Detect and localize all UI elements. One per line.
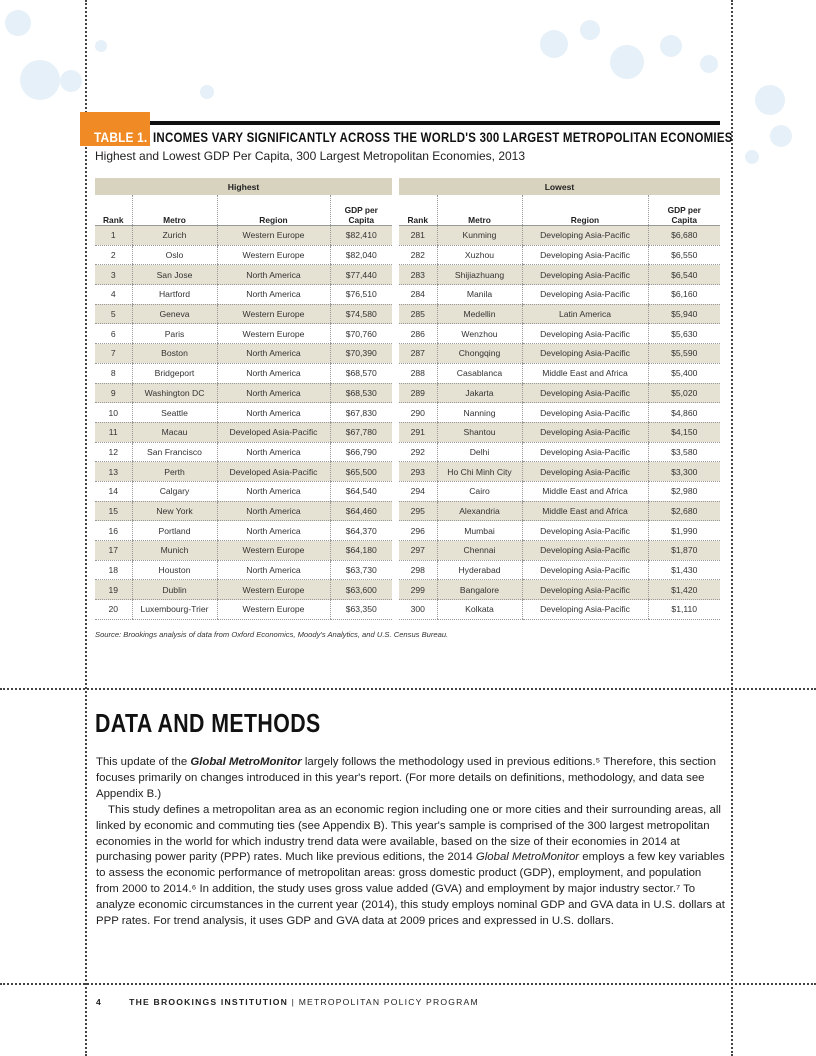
cell-metro: Kunming	[437, 226, 522, 246]
table-row	[95, 501, 392, 521]
table-source: Source: Brookings analysis of data from Oxford Economics, Moody's Analytics, and U.S. Census Bureau.	[95, 630, 449, 639]
cell-metro: Mumbai	[437, 521, 522, 541]
cell-region: Developing Asia-Pacific	[522, 462, 648, 482]
cell-gdp: $67,830	[330, 403, 392, 423]
cell-rank: 285	[399, 304, 437, 324]
cell-rank: 287	[399, 344, 437, 364]
cell-rank: 18	[95, 560, 132, 580]
cell-rank: 286	[399, 324, 437, 344]
cell-rank: 291	[399, 422, 437, 442]
cell-rank: 300	[399, 600, 437, 620]
table-row	[95, 304, 392, 324]
cell-rank: 10	[95, 403, 132, 423]
cell-metro: Shantou	[437, 422, 522, 442]
cell-region: Developing Asia-Pacific	[522, 442, 648, 462]
cell-region: Middle East and Africa	[522, 481, 648, 501]
table-row	[399, 363, 720, 383]
table-label: TABLE 1.	[94, 129, 148, 145]
cell-gdp: $67,780	[330, 422, 392, 442]
cell-region: Developing Asia-Pacific	[522, 265, 648, 285]
section-body	[96, 755, 726, 930]
section-heading: DATA AND METHODS	[95, 708, 321, 738]
highest-table	[95, 178, 392, 620]
cell-gdp: $4,150	[648, 422, 720, 442]
table-row	[399, 541, 720, 561]
cell-gdp: $6,160	[648, 285, 720, 305]
col-rank: Rank	[399, 195, 437, 226]
cell-gdp: $65,500	[330, 462, 392, 482]
table-row	[95, 541, 392, 561]
cell-region: Developing Asia-Pacific	[522, 245, 648, 265]
col-metro: Metro	[437, 195, 522, 226]
cell-metro: Ho Chi Minh City	[437, 462, 522, 482]
cell-rank: 17	[95, 541, 132, 561]
cell-metro: Kolkata	[437, 600, 522, 620]
cell-gdp: $63,600	[330, 580, 392, 600]
cell-region: Developing Asia-Pacific	[522, 324, 648, 344]
cell-gdp: $68,530	[330, 383, 392, 403]
table-row	[95, 560, 392, 580]
table-row	[399, 442, 720, 462]
cell-metro: Wenzhou	[437, 324, 522, 344]
cell-region: North America	[217, 383, 330, 403]
cell-gdp: $4,860	[648, 403, 720, 423]
cell-region: Developing Asia-Pacific	[522, 422, 648, 442]
cell-rank: 2	[95, 245, 132, 265]
table-row	[95, 265, 392, 285]
cell-metro: New York	[132, 501, 217, 521]
cell-metro: Hyderabad	[437, 560, 522, 580]
cell-gdp: $3,300	[648, 462, 720, 482]
cell-metro: Hartford	[132, 285, 217, 305]
cell-gdp: $64,180	[330, 541, 392, 561]
table-title: INCOMES VARY SIGNIFICANTLY ACROSS THE WORLD'S 300 LARGEST METROPOLITAN ECONOMIES	[153, 129, 733, 145]
table-row	[399, 580, 720, 600]
cell-region: Western Europe	[217, 304, 330, 324]
cell-gdp: $68,570	[330, 363, 392, 383]
cell-gdp: $1,430	[648, 560, 720, 580]
cell-rank: 283	[399, 265, 437, 285]
cell-metro: Macau	[132, 422, 217, 442]
paragraph-2: This study defines a metropolitan area as an economic region including one or more cities and their surrounding areas, all linked by economic and commuting ties (see Appendix B). This year's sample is comprised of the 300 largest metropolitan economies in the world for which industry trend data were available, based on the size of their economies in 2014 at purchasing power parity (PPP) rates. Much like previous editions, the 2014 Global MetroMonitor employs a few key variables to assess the economic performance of metropolitan areas: gross domestic product (GDP), employment, and population from 2000 to 2014.⁶ In addition, the study uses gross value added (GVA) and employment by major industry sector.⁷ To analyze economic circumstances in the current year (2014), this study employs nominal GDP and GVA data in U.S. dollars at PPP rates. For trend analysis, it uses GDP and GVA data at 2009 prices and expressed in U.S. dollars.	[96, 803, 725, 928]
cell-gdp: $5,940	[648, 304, 720, 324]
cell-rank: 13	[95, 462, 132, 482]
table-row	[399, 521, 720, 541]
cell-region: Western Europe	[217, 580, 330, 600]
cell-rank: 289	[399, 383, 437, 403]
table-row	[95, 363, 392, 383]
cell-gdp: $66,790	[330, 442, 392, 462]
title-rule	[150, 121, 720, 125]
table-row	[95, 521, 392, 541]
cell-region: Western Europe	[217, 245, 330, 265]
cell-metro: Luxembourg-Trier	[132, 600, 217, 620]
table-row	[95, 324, 392, 344]
cell-region: Developing Asia-Pacific	[522, 580, 648, 600]
table-row	[95, 442, 392, 462]
cell-region: Latin America	[522, 304, 648, 324]
cell-metro: Casablanca	[437, 363, 522, 383]
col-region: Region	[522, 195, 648, 226]
table-row	[95, 481, 392, 501]
cell-region: North America	[217, 363, 330, 383]
table-row	[399, 501, 720, 521]
section-divider-top	[0, 688, 816, 690]
cell-metro: Bridgeport	[132, 363, 217, 383]
cell-region: Developing Asia-Pacific	[522, 560, 648, 580]
footer-org: THE BROOKINGS INSTITUTION	[129, 997, 289, 1007]
cell-region: Developed Asia-Pacific	[217, 422, 330, 442]
cell-gdp: $63,730	[330, 560, 392, 580]
cell-gdp: $74,580	[330, 304, 392, 324]
paragraph-1: This update of the Global MetroMonitor largely follows the methodology used in previous editions.⁵ Therefore, this section focuses primarily on changes introduced in this year's report. (For more details on definitions, methodology, and data see Appendix B.)	[96, 756, 716, 800]
table-row	[95, 344, 392, 364]
cell-gdp: $1,110	[648, 600, 720, 620]
table-row	[399, 462, 720, 482]
right-border-line	[731, 0, 733, 1056]
table-row	[95, 245, 392, 265]
cell-rank: 282	[399, 245, 437, 265]
cell-rank: 15	[95, 501, 132, 521]
cell-rank: 281	[399, 226, 437, 246]
cell-region: Developing Asia-Pacific	[522, 600, 648, 620]
cell-rank: 1	[95, 226, 132, 246]
cell-metro: Alexandria	[437, 501, 522, 521]
cell-region: Western Europe	[217, 600, 330, 620]
col-metro: Metro	[132, 195, 217, 226]
cell-region: North America	[217, 560, 330, 580]
cell-rank: 288	[399, 363, 437, 383]
cell-gdp: $77,440	[330, 265, 392, 285]
cell-region: Western Europe	[217, 324, 330, 344]
cell-gdp: $82,410	[330, 226, 392, 246]
cell-metro: Shijiazhuang	[437, 265, 522, 285]
cell-metro: Geneva	[132, 304, 217, 324]
cell-region: Developing Asia-Pacific	[522, 541, 648, 561]
table-subtitle: Highest and Lowest GDP Per Capita, 300 Largest Metropolitan Economies, 2013	[95, 149, 526, 163]
cell-gdp: $2,680	[648, 501, 720, 521]
cell-gdp: $6,550	[648, 245, 720, 265]
cell-region: North America	[217, 403, 330, 423]
cell-rank: 296	[399, 521, 437, 541]
table-row	[399, 383, 720, 403]
cell-rank: 284	[399, 285, 437, 305]
cell-rank: 16	[95, 521, 132, 541]
cell-region: Developing Asia-Pacific	[522, 521, 648, 541]
cell-region: Developed Asia-Pacific	[217, 462, 330, 482]
cell-gdp: $5,630	[648, 324, 720, 344]
cell-region: Western Europe	[217, 541, 330, 561]
table-row	[399, 304, 720, 324]
col-rank: Rank	[95, 195, 132, 226]
cell-metro: Seattle	[132, 403, 217, 423]
cell-rank: 3	[95, 265, 132, 285]
cell-gdp: $1,420	[648, 580, 720, 600]
cell-metro: Bangalore	[437, 580, 522, 600]
cell-rank: 5	[95, 304, 132, 324]
cell-gdp: $76,510	[330, 285, 392, 305]
cell-metro: Delhi	[437, 442, 522, 462]
cell-gdp: $64,540	[330, 481, 392, 501]
table-row	[399, 481, 720, 501]
cell-gdp: $1,990	[648, 521, 720, 541]
cell-metro: Zurich	[132, 226, 217, 246]
cell-gdp: $64,370	[330, 521, 392, 541]
cell-gdp: $5,020	[648, 383, 720, 403]
table-row	[95, 580, 392, 600]
page-footer	[96, 997, 479, 1007]
col-region: Region	[217, 195, 330, 226]
cell-gdp: $5,590	[648, 344, 720, 364]
cell-rank: 9	[95, 383, 132, 403]
cell-region: Developing Asia-Pacific	[522, 344, 648, 364]
left-border-line	[85, 0, 87, 1056]
cell-gdp: $70,390	[330, 344, 392, 364]
page-number: 4	[96, 997, 102, 1007]
section-divider-bottom	[0, 983, 816, 985]
cell-region: North America	[217, 265, 330, 285]
footer-separator: |	[291, 997, 296, 1007]
cell-rank: 298	[399, 560, 437, 580]
cell-metro: San Francisco	[132, 442, 217, 462]
table-row	[95, 383, 392, 403]
cell-metro: Xuzhou	[437, 245, 522, 265]
cell-rank: 292	[399, 442, 437, 462]
table-row	[399, 403, 720, 423]
lowest-group-header: Lowest	[399, 178, 720, 195]
cell-gdp: $70,760	[330, 324, 392, 344]
footer-program: METROPOLITAN POLICY PROGRAM	[298, 997, 479, 1007]
cell-rank: 20	[95, 600, 132, 620]
cell-rank: 290	[399, 403, 437, 423]
cell-rank: 297	[399, 541, 437, 561]
cell-metro: Medellin	[437, 304, 522, 324]
cell-rank: 11	[95, 422, 132, 442]
table-row	[399, 422, 720, 442]
cell-gdp: $82,040	[330, 245, 392, 265]
cell-rank: 19	[95, 580, 132, 600]
table-row	[95, 462, 392, 482]
cell-region: North America	[217, 344, 330, 364]
cell-rank: 6	[95, 324, 132, 344]
cell-metro: Calgary	[132, 481, 217, 501]
cell-gdp: $5,400	[648, 363, 720, 383]
cell-region: Middle East and Africa	[522, 501, 648, 521]
cell-metro: Munich	[132, 541, 217, 561]
cell-region: Developing Asia-Pacific	[522, 285, 648, 305]
cell-gdp: $2,980	[648, 481, 720, 501]
cell-metro: Chennai	[437, 541, 522, 561]
cell-rank: 7	[95, 344, 132, 364]
table-row	[399, 285, 720, 305]
cell-gdp: $3,580	[648, 442, 720, 462]
cell-rank: 295	[399, 501, 437, 521]
cell-gdp: $64,460	[330, 501, 392, 521]
cell-region: Developing Asia-Pacific	[522, 226, 648, 246]
cell-region: Developing Asia-Pacific	[522, 383, 648, 403]
table-row	[399, 324, 720, 344]
cell-gdp: $63,350	[330, 600, 392, 620]
col-gdp: GDP per Capita	[648, 195, 720, 226]
cell-rank: 8	[95, 363, 132, 383]
cell-rank: 12	[95, 442, 132, 462]
cell-gdp: $6,540	[648, 265, 720, 285]
cell-region: Middle East and Africa	[522, 363, 648, 383]
table-row	[95, 226, 392, 246]
cell-region: North America	[217, 501, 330, 521]
cell-rank: 14	[95, 481, 132, 501]
cell-metro: Jakarta	[437, 383, 522, 403]
cell-metro: Houston	[132, 560, 217, 580]
table-row	[95, 403, 392, 423]
col-gdp: GDP per Capita	[330, 195, 392, 226]
cell-rank: 4	[95, 285, 132, 305]
cell-region: North America	[217, 285, 330, 305]
cell-rank: 293	[399, 462, 437, 482]
cell-region: North America	[217, 521, 330, 541]
cell-region: North America	[217, 481, 330, 501]
table-row	[399, 560, 720, 580]
cell-metro: Manila	[437, 285, 522, 305]
table-row	[399, 226, 720, 246]
cell-metro: Boston	[132, 344, 217, 364]
cell-region: Developing Asia-Pacific	[522, 403, 648, 423]
cell-rank: 294	[399, 481, 437, 501]
cell-rank: 299	[399, 580, 437, 600]
table-row	[399, 600, 720, 620]
table-row	[95, 600, 392, 620]
lowest-table	[399, 178, 720, 620]
cell-metro: Portland	[132, 521, 217, 541]
cell-gdp: $1,870	[648, 541, 720, 561]
cell-metro: Cairo	[437, 481, 522, 501]
table-row	[399, 344, 720, 364]
cell-gdp: $6,680	[648, 226, 720, 246]
cell-metro: Perth	[132, 462, 217, 482]
cell-region: Western Europe	[217, 226, 330, 246]
cell-region: North America	[217, 442, 330, 462]
cell-metro: Dublin	[132, 580, 217, 600]
table-row	[399, 265, 720, 285]
table-row	[95, 422, 392, 442]
cell-metro: Nanning	[437, 403, 522, 423]
cell-metro: Washington DC	[132, 383, 217, 403]
table-row	[399, 245, 720, 265]
cell-metro: San Jose	[132, 265, 217, 285]
cell-metro: Oslo	[132, 245, 217, 265]
highest-group-header: Highest	[95, 178, 392, 195]
cell-metro: Paris	[132, 324, 217, 344]
table-row	[95, 285, 392, 305]
cell-metro: Chongqing	[437, 344, 522, 364]
